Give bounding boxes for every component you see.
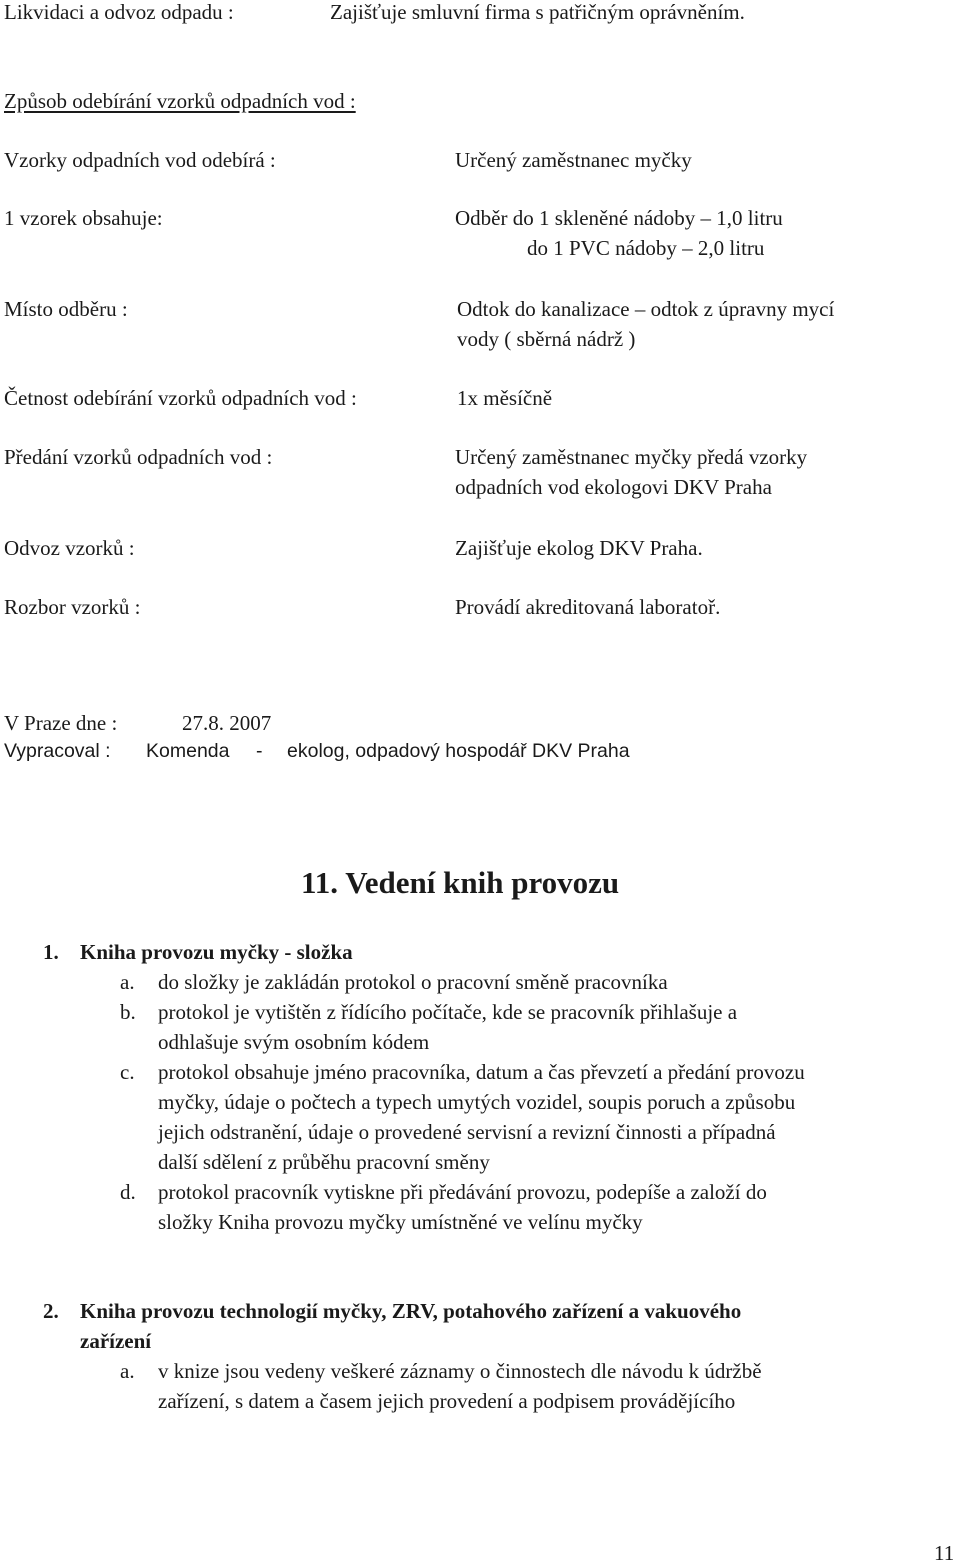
item-1c-letter: c. (120, 1060, 135, 1084)
author-separator: - (256, 740, 263, 762)
item-1d-text-1: protokol pracovník vytiskne při předávání provozu, podepíše a založí do (158, 1180, 767, 1204)
item-2a-text-2: zařízení, s datem a časem jejich provedení a podpisem provádějícího (158, 1389, 736, 1413)
item-1-number: 1. (43, 940, 59, 964)
row-value-analysis: Provádí akreditovaná laboratoř. (455, 595, 721, 619)
row-value-handover-2: odpadních vod ekologovi DKV Praha (455, 475, 772, 499)
author-name: Komenda (146, 740, 230, 762)
row-label-sample-content: 1 vzorek obsahuje: (4, 206, 163, 230)
page-number: 11 (934, 1541, 955, 1565)
disposal-value: Zajišťuje smluvní firma s patřičným oprávněním. (330, 0, 745, 24)
item-1d-letter: d. (120, 1180, 136, 1204)
item-2-title-1: Kniha provozu technologií myčky, ZRV, potahového zařízení a vakuového (80, 1299, 742, 1323)
row-value-location-2: vody ( sběrná nádrž ) (457, 327, 636, 351)
row-label-collector: Vzorky odpadních vod odebírá : (4, 148, 276, 172)
item-1a-letter: a. (120, 970, 135, 994)
date-value: 27.8. 2007 (182, 711, 272, 735)
item-1b-text-2: odhlašuje svým osobním kódem (158, 1030, 430, 1054)
row-value-collector: Určený zaměstnanec myčky (455, 148, 692, 172)
sampling-heading: Způsob odebírání vzorků odpadních vod : (4, 89, 356, 113)
date-label: V Praze dne : (4, 711, 118, 735)
row-value-sample-content-1: Odběr do 1 skleněné nádoby – 1,0 litru (455, 206, 783, 230)
item-2-number: 2. (43, 1299, 59, 1323)
row-label-frequency: Četnost odebírání vzorků odpadních vod : (4, 386, 357, 410)
item-1c-text-3: jejich odstranění, údaje o provedené servisní a revizní činnosti a případná (158, 1120, 776, 1144)
author-label: Vypracoval : (4, 740, 111, 762)
row-value-handover-1: Určený zaměstnanec myčky předá vzorky (455, 445, 808, 469)
row-value-transport: Zajišťuje ekolog DKV Praha. (455, 536, 703, 560)
row-label-location: Místo odběru : (4, 297, 128, 321)
author-role: ekolog, odpadový hospodář DKV Praha (287, 740, 630, 762)
item-2-title-2: zařízení (80, 1329, 152, 1353)
item-1c-text-1: protokol obsahuje jméno pracovníka, datum a čas převzetí a předání provozu (158, 1060, 805, 1084)
item-1b-text-1: protokol je vytištěn z řídícího počítače, kde se pracovník přihlašuje a (158, 1000, 738, 1024)
item-2a-letter: a. (120, 1359, 135, 1383)
item-1a-text: do složky je zakládán protokol o pracovní směně pracovníka (158, 970, 668, 994)
row-label-transport: Odvoz vzorků : (4, 536, 135, 560)
item-1c-text-4: další sdělení z průběhu pracovní směny (158, 1150, 490, 1174)
row-value-sample-content-2: do 1 PVC nádoby – 2,0 litru (527, 236, 765, 260)
row-value-location-1: Odtok do kanalizace – odtok z úpravny mycí (457, 297, 835, 321)
item-1b-letter: b. (120, 1000, 136, 1024)
item-2a-text-1: v knize jsou vedeny veškeré záznamy o činnostech dle návodu k údržbě (158, 1359, 762, 1383)
section-title: 11. Vedení knih provozu (301, 865, 620, 900)
item-1-title: Kniha provozu myčky - složka (80, 940, 353, 964)
item-1d-text-2: složky Kniha provozu myčky umístněné ve velínu myčky (158, 1210, 643, 1234)
item-1c-text-2: myčky, údaje o počtech a typech umytých vozidel, soupis poruch a způsobu (158, 1090, 796, 1114)
row-value-frequency: 1x měsíčně (457, 386, 553, 410)
row-label-handover: Předání vzorků odpadních vod : (4, 445, 273, 469)
disposal-label: Likvidaci a odvoz odpadu : (4, 0, 234, 24)
row-label-analysis: Rozbor vzorků : (4, 595, 141, 619)
